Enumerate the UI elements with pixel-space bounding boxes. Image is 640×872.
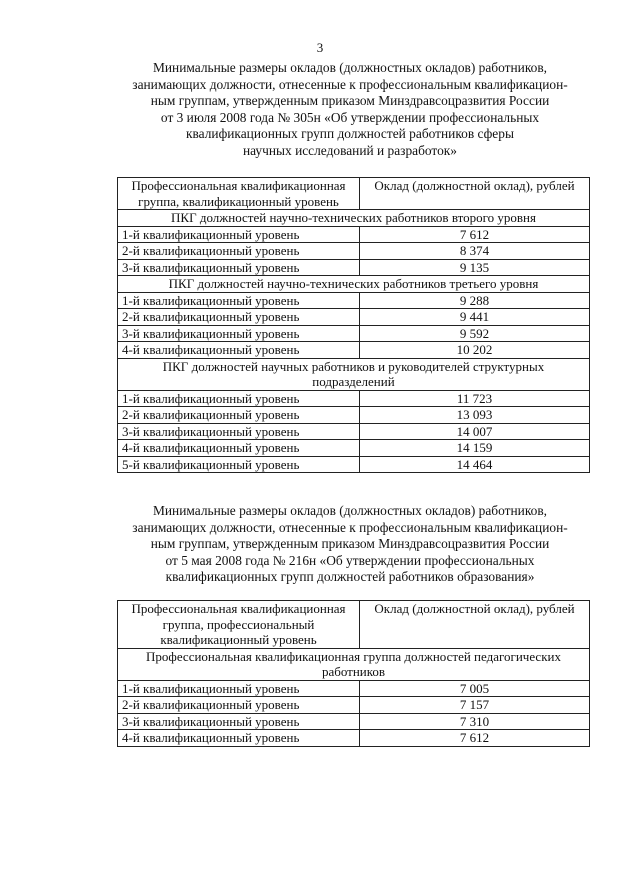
section1-heading xyxy=(110,60,590,160)
table-row xyxy=(118,440,590,457)
table-row xyxy=(118,390,590,407)
table-row xyxy=(118,423,590,440)
salary-cell: 13 093 xyxy=(360,407,590,424)
level-cell: 1-й квалификационный уровень xyxy=(118,680,360,697)
level-cell: 3-й квалификационный уровень xyxy=(118,713,360,730)
table-row xyxy=(118,730,590,747)
salary-cell: 7 157 xyxy=(360,697,590,714)
heading-line: Минимальные размеры окладов (должностных окладов) работников, xyxy=(152,503,548,518)
table-row xyxy=(118,713,590,730)
group-title: ПКГ должностей научно-технических работников второго уровня xyxy=(118,210,590,227)
salary-cell: 14 007 xyxy=(360,423,590,440)
level-cell: 1-й квалификационный уровень xyxy=(118,292,360,309)
salary-cell: 7 005 xyxy=(360,680,590,697)
level-cell: 2-й квалификационный уровень xyxy=(118,697,360,714)
level-cell: 4-й квалификационный уровень xyxy=(118,342,360,359)
salary-cell: 7 612 xyxy=(360,730,590,747)
section2-heading xyxy=(110,503,590,586)
heading-line: занимающих должности, отнесенные к профессиональным квалификацион- xyxy=(132,76,568,92)
table-row xyxy=(118,342,590,359)
level-cell: 1-й квалификационный уровень xyxy=(118,226,360,243)
level-cell: 3-й квалификационный уровень xyxy=(118,325,360,342)
heading-line: квалификационных групп должностей работников образования» xyxy=(165,569,535,585)
table-row xyxy=(118,325,590,342)
level-cell: 3-й квалификационный уровень xyxy=(118,423,360,440)
page-number: 3 xyxy=(316,40,324,55)
heading-line: научных исследований и разработок» xyxy=(243,142,457,158)
table-row xyxy=(118,697,590,714)
group-title: ПКГ должностей научных работников и руководителей структурных подразделений xyxy=(118,358,590,390)
salary-cell: 14 159 xyxy=(360,440,590,457)
salary-cell: 10 202 xyxy=(360,342,590,359)
heading-line: от 3 июля 2008 года № 305н «Об утверждении профессиональных xyxy=(160,109,540,125)
table-row xyxy=(118,407,590,424)
level-cell: 2-й квалификационный уровень xyxy=(118,243,360,260)
level-cell: 1-й квалификационный уровень xyxy=(118,390,360,407)
table-header-row xyxy=(118,601,590,649)
salary-cell: 14 464 xyxy=(360,456,590,473)
group-title: ПКГ должностей научно-технических работников третьего уровня xyxy=(118,276,590,293)
level-cell: 4-й квалификационный уровень xyxy=(118,730,360,747)
salary-cell: 9 135 xyxy=(360,259,590,276)
salary-cell: 7 612 xyxy=(360,226,590,243)
header-group-level: Профессиональная квалификационная группа, квалификационный уровень xyxy=(118,178,360,210)
table-row xyxy=(118,680,590,697)
group-row xyxy=(118,648,590,680)
heading-line: занимающих должности, отнесенные к профессиональным квалификацион- xyxy=(132,519,568,535)
header-group-level: Профессиональная квалификационная группа, профессиональный квалификационный уровень xyxy=(118,601,360,649)
salary-cell: 11 723 xyxy=(360,390,590,407)
salary-cell: 9 441 xyxy=(360,309,590,326)
level-cell: 4-й квалификационный уровень xyxy=(118,440,360,457)
heading-line: Минимальные размеры окладов (должностных окладов) работников, xyxy=(152,60,548,75)
group-row xyxy=(118,210,590,227)
salary-cell: 7 310 xyxy=(360,713,590,730)
table-row xyxy=(118,226,590,243)
heading-line: квалификационных групп должностей работников сферы xyxy=(186,126,514,142)
salary-cell: 9 288 xyxy=(360,292,590,309)
salary-table-education xyxy=(117,600,590,747)
table-row xyxy=(118,292,590,309)
heading-line: ным группам, утвержденным приказом Минздравсоцразвития России xyxy=(150,536,550,552)
group-row xyxy=(118,358,590,390)
table-row xyxy=(118,309,590,326)
table-header-row xyxy=(118,178,590,210)
salary-cell: 9 592 xyxy=(360,325,590,342)
heading-line: ным группам, утвержденным приказом Минздравсоцразвития России xyxy=(150,93,550,109)
table-row xyxy=(118,259,590,276)
group-title: Профессиональная квалификационная группа должностей педагогических работников xyxy=(118,648,590,680)
heading-line: от 5 мая 2008 года № 216н «Об утверждении профессиональных xyxy=(165,552,535,568)
header-salary: Оклад (должностной оклад), рублей xyxy=(360,601,590,649)
header-salary: Оклад (должностной оклад), рублей xyxy=(360,178,590,210)
level-cell: 2-й квалификационный уровень xyxy=(118,407,360,424)
table-row xyxy=(118,243,590,260)
level-cell: 5-й квалификационный уровень xyxy=(118,456,360,473)
salary-cell: 8 374 xyxy=(360,243,590,260)
level-cell: 3-й квалификационный уровень xyxy=(118,259,360,276)
salary-table-science xyxy=(117,177,590,473)
level-cell: 2-й квалификационный уровень xyxy=(118,309,360,326)
table-row xyxy=(118,456,590,473)
group-row xyxy=(118,276,590,293)
